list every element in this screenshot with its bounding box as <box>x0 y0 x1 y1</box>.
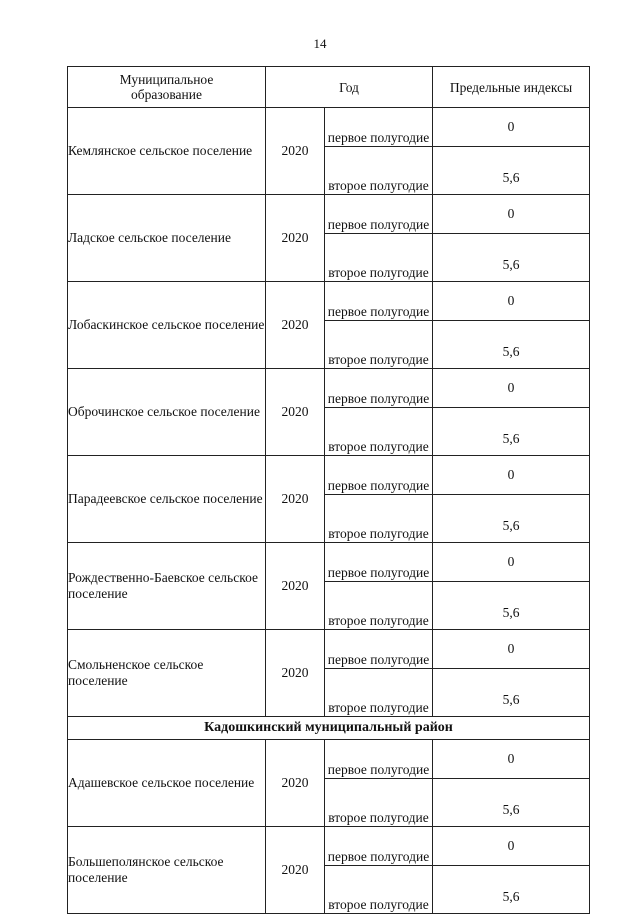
year-cell: 2020 <box>266 369 325 456</box>
half-year-second: второе полугодие <box>325 669 433 717</box>
half-year-first: первое полугодие <box>325 630 433 669</box>
index-value-first: 0 <box>433 195 590 234</box>
half-year-second: второе полугодие <box>325 147 433 195</box>
index-value-first: 0 <box>433 543 590 582</box>
header-municipality: Муниципальное образование <box>68 67 266 108</box>
municipality-name: Адашевское сельское поселение <box>68 740 266 827</box>
municipality-name: Оброчинское сельское поселение <box>68 369 266 456</box>
half-year-second: второе полугодие <box>325 495 433 543</box>
half-year-second: второе полугодие <box>325 866 433 914</box>
half-year-second: второе полугодие <box>325 582 433 630</box>
year-cell: 2020 <box>266 456 325 543</box>
index-value-second: 5,6 <box>433 669 590 717</box>
index-value-second: 5,6 <box>433 408 590 456</box>
index-value-second: 5,6 <box>433 147 590 195</box>
municipality-name: Лобаскинское сельское поселение <box>68 282 266 369</box>
header-indices: Предельные индексы <box>433 67 590 108</box>
year-cell: 2020 <box>266 827 325 914</box>
municipality-name: Ладское сельское поселение <box>68 195 266 282</box>
index-value-first: 0 <box>433 740 590 779</box>
page-number: 14 <box>313 36 327 51</box>
index-value-second: 5,6 <box>433 321 590 369</box>
index-value-second: 5,6 <box>433 234 590 282</box>
municipality-name: Большеполянское сельское поселение <box>68 827 266 914</box>
limit-indices-table <box>67 66 590 914</box>
table-row <box>68 740 590 779</box>
municipality-name: Рождественно-Баевское сельское поселение <box>68 543 266 630</box>
header-year: Год <box>266 67 433 108</box>
index-value-second: 5,6 <box>433 779 590 827</box>
year-cell: 2020 <box>266 630 325 717</box>
index-value-first: 0 <box>433 282 590 321</box>
municipality-name: Парадеевское сельское поселение <box>68 456 266 543</box>
half-year-second: второе полугодие <box>325 779 433 827</box>
table-row <box>68 369 590 408</box>
index-value-first: 0 <box>433 369 590 408</box>
half-year-first: первое полугодие <box>325 369 433 408</box>
year-cell: 2020 <box>266 543 325 630</box>
table-row <box>68 827 590 866</box>
half-year-first: первое полугодие <box>325 456 433 495</box>
year-cell: 2020 <box>266 108 325 195</box>
half-year-first: первое полугодие <box>325 740 433 779</box>
district-row <box>68 717 590 740</box>
municipality-name: Смольненское сельское поселение <box>68 630 266 717</box>
table-header-row <box>68 67 590 108</box>
half-year-second: второе полугодие <box>325 321 433 369</box>
table-row <box>68 543 590 582</box>
table-row <box>68 195 590 234</box>
half-year-first: первое полугодие <box>325 195 433 234</box>
year-cell: 2020 <box>266 282 325 369</box>
index-value-first: 0 <box>433 827 590 866</box>
table-row <box>68 456 590 495</box>
municipality-name: Кемлянское сельское поселение <box>68 108 266 195</box>
table-row <box>68 108 590 147</box>
table-row <box>68 630 590 669</box>
index-value-second: 5,6 <box>433 495 590 543</box>
year-cell: 2020 <box>266 740 325 827</box>
half-year-first: первое полугодие <box>325 827 433 866</box>
half-year-second: второе полугодие <box>325 234 433 282</box>
index-value-second: 5,6 <box>433 866 590 914</box>
half-year-first: первое полугодие <box>325 543 433 582</box>
district-name: Кадошкинский муниципальный район <box>68 717 590 740</box>
index-value-first: 0 <box>433 108 590 147</box>
index-value-first: 0 <box>433 456 590 495</box>
index-value-first: 0 <box>433 630 590 669</box>
table-row <box>68 282 590 321</box>
index-value-second: 5,6 <box>433 582 590 630</box>
year-cell: 2020 <box>266 195 325 282</box>
half-year-second: второе полугодие <box>325 408 433 456</box>
half-year-first: первое полугодие <box>325 108 433 147</box>
half-year-first: первое полугодие <box>325 282 433 321</box>
